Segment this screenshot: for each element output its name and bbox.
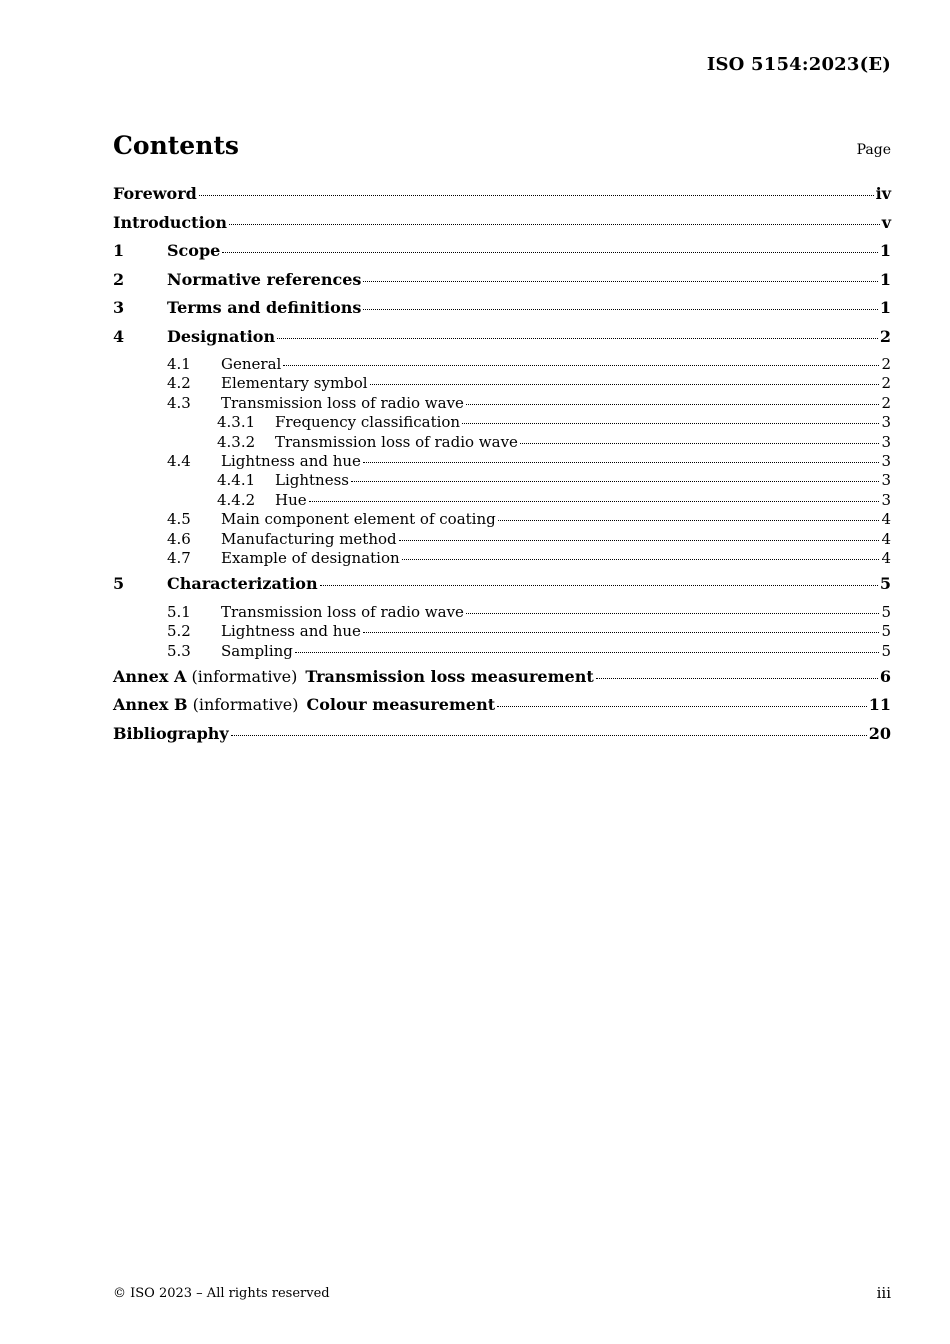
toc-entry-page: 5 <box>881 641 891 660</box>
dot-leader <box>466 404 880 405</box>
toc-entry-lightness-and-hue[interactable] <box>113 452 891 471</box>
toc-entry-page: v <box>881 212 891 232</box>
document-id: ISO 5154:2023(E) <box>706 54 891 75</box>
toc-entry-title: Lightness <box>275 471 349 490</box>
toc-entry-designation[interactable] <box>113 327 891 356</box>
toc-entry-number: 5 <box>113 574 125 594</box>
toc-entry-title: Lightness and hue <box>221 622 361 641</box>
toc-entry-terms-and-definitions[interactable] <box>113 298 891 327</box>
page-number: iii <box>876 1284 891 1302</box>
toc-entry-number: 4.1 <box>167 355 191 373</box>
toc-entry-title: Hue <box>275 490 307 509</box>
toc-entry-number: 5.1 <box>167 602 191 621</box>
toc-entry-number: 4.4 <box>167 451 191 470</box>
toc-entry-title: Example of designation <box>221 548 400 567</box>
toc-entry-frequency-classification[interactable] <box>113 413 891 432</box>
toc-entry-manufacturing-method[interactable] <box>113 530 891 549</box>
toc-entry-page: 4 <box>881 510 891 529</box>
toc-entry-title: General <box>221 355 282 373</box>
dot-leader <box>363 462 880 463</box>
toc-entry-page: 20 <box>868 723 891 743</box>
toc-entry-transmission-loss-sub[interactable] <box>113 433 891 452</box>
toc-entry-example-of-designation[interactable] <box>113 549 891 568</box>
toc-entry-title: Designation <box>167 326 276 346</box>
dot-leader <box>309 501 880 502</box>
dot-leader <box>283 365 879 366</box>
toc-entry-annex-b[interactable] <box>113 695 891 724</box>
toc-entry-page: 5 <box>879 574 891 594</box>
toc-entry-number: 4.4.2 <box>217 490 256 509</box>
dot-leader <box>199 195 874 196</box>
dot-leader <box>498 520 880 521</box>
toc-entry-title: Transmission loss of radio wave <box>221 393 464 412</box>
toc-entry-title: Transmission loss measurement <box>305 666 594 686</box>
toc-entry-title: Bibliography <box>113 723 229 743</box>
dot-leader <box>320 585 878 586</box>
toc-entry-annex-a[interactable] <box>113 667 891 696</box>
annex-type: (informative) <box>192 695 299 715</box>
toc-entry-elementary-symbol[interactable] <box>113 374 891 393</box>
dot-leader <box>363 309 877 310</box>
toc-entry-number: 1 <box>113 241 125 260</box>
toc-entry-number: 4.3.2 <box>217 432 256 451</box>
toc-entry-page: 3 <box>881 490 891 509</box>
toc-entry-title: Sampling <box>221 641 293 660</box>
toc-entry-general[interactable] <box>113 355 891 374</box>
toc-entry-page: 4 <box>881 529 891 548</box>
toc-entry-page: 3 <box>881 451 891 470</box>
toc-entry-page: 1 <box>879 269 891 289</box>
dot-leader <box>520 443 880 444</box>
copyright-notice: © ISO 2023 – All rights reserved <box>113 1286 330 1301</box>
toc-entry-number: 4.2 <box>167 374 191 393</box>
toc-entry-page: iv <box>875 184 891 203</box>
toc-entry-title: Scope <box>167 241 221 260</box>
dot-leader <box>466 613 880 614</box>
toc-entry-number: 3 <box>113 298 125 317</box>
dot-leader <box>229 224 880 225</box>
dot-leader <box>497 706 867 707</box>
toc-entry-page: 3 <box>881 471 891 490</box>
toc-entry-number: 4.5 <box>167 510 191 529</box>
contents-heading: Contents <box>113 131 240 160</box>
toc-entry-title: Manufacturing method <box>221 529 397 548</box>
toc-entry-hue[interactable] <box>113 491 891 510</box>
toc-entry-sampling[interactable] <box>113 642 891 661</box>
toc-entry-title: Main component element of coating <box>221 510 496 529</box>
dot-leader <box>462 423 879 424</box>
page-column-label: Page <box>856 142 891 158</box>
toc-entry-page: 11 <box>868 695 891 715</box>
toc-entry-number: 4.6 <box>167 529 191 548</box>
toc-entry-number: 5.2 <box>167 622 191 641</box>
toc-entry-number: 4.7 <box>167 548 191 567</box>
toc-entry-title: Normative references <box>167 269 362 289</box>
toc-entry-title: Elementary symbol <box>221 374 368 393</box>
toc-entry-title: Transmission loss of radio wave <box>221 602 464 621</box>
toc-entry-title: Transmission loss of radio wave <box>275 432 518 451</box>
toc-entry-introduction[interactable] <box>113 213 891 242</box>
table-of-contents <box>113 184 891 752</box>
toc-entry-title: Characterization <box>167 574 318 594</box>
toc-entry-number: 4 <box>113 326 125 346</box>
toc-entry-number: 2 <box>113 269 125 289</box>
toc-entry-page: 5 <box>881 602 891 621</box>
toc-entry-char-transmission-loss[interactable] <box>113 603 891 622</box>
toc-entry-lightness[interactable] <box>113 471 891 490</box>
toc-entry-page: 3 <box>881 413 891 432</box>
toc-entry-page: 1 <box>879 298 891 317</box>
annex-label: Annex B <box>113 695 188 715</box>
toc-entry-page: 2 <box>881 374 891 393</box>
toc-entry-number: 4.4.1 <box>217 471 256 490</box>
dot-leader <box>363 632 880 633</box>
toc-entry-page: 5 <box>881 622 891 641</box>
toc-entry-main-component[interactable] <box>113 510 891 529</box>
toc-entry-characterization[interactable] <box>113 574 891 603</box>
toc-entry-page: 1 <box>879 241 891 260</box>
toc-entry-title: Introduction <box>113 212 227 232</box>
annex-label: Annex A <box>113 666 187 686</box>
dot-leader <box>222 252 878 253</box>
toc-entry-title: Colour measurement <box>306 695 496 715</box>
toc-entry-page: 4 <box>881 548 891 567</box>
toc-entry-foreword[interactable] <box>113 184 891 213</box>
toc-entry-title: Foreword <box>113 184 197 203</box>
toc-entry-page: 3 <box>881 432 891 451</box>
toc-entry-page: 2 <box>881 393 891 412</box>
dot-leader <box>363 281 877 282</box>
toc-entry-page: 2 <box>881 355 891 373</box>
toc-entry-transmission-loss[interactable] <box>113 394 891 413</box>
dot-leader <box>295 652 880 653</box>
toc-entry-scope[interactable] <box>113 241 891 270</box>
annex-type: (informative) <box>191 666 298 686</box>
toc-entry-number: 4.3 <box>167 393 191 412</box>
dot-leader <box>231 735 867 736</box>
dot-leader <box>399 540 880 541</box>
dot-leader <box>277 338 878 339</box>
toc-entry-char-lightness-and-hue[interactable] <box>113 622 891 641</box>
toc-entry-page: 2 <box>879 326 891 346</box>
toc-entry-normative-references[interactable] <box>113 270 891 299</box>
toc-entry-bibliography[interactable] <box>113 724 891 753</box>
toc-entry-title: Frequency classification <box>275 413 461 432</box>
toc-entry-title: Lightness and hue <box>221 451 361 470</box>
toc-entry-title: Terms and definitions <box>167 298 362 317</box>
dot-leader <box>351 481 879 482</box>
dot-leader <box>596 678 878 679</box>
toc-entry-number: 4.3.1 <box>217 413 256 432</box>
toc-entry-number: 5.3 <box>167 641 191 660</box>
dot-leader <box>402 559 880 560</box>
dot-leader <box>370 384 880 385</box>
toc-entry-page: 6 <box>879 666 891 686</box>
